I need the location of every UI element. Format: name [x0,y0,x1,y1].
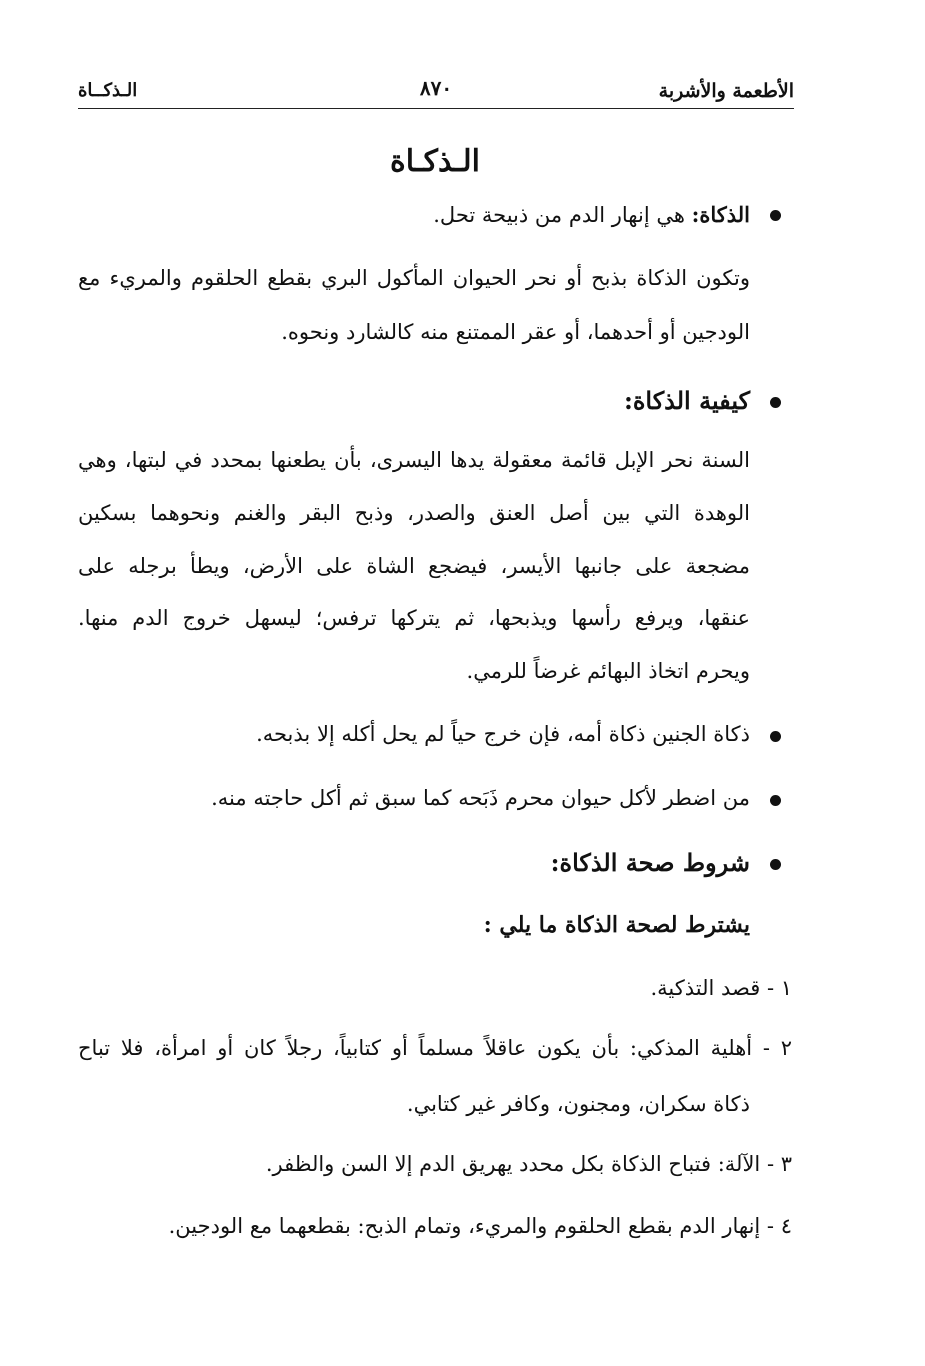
bullet-icon [770,397,781,408]
page-number: ٨٧٠ [419,76,453,100]
conditions-intro: يشترط لصحة الذكاة ما يلي : [483,912,750,938]
paragraph-line: ويحرم اتخاذ البهائم غرضاً للرمي. [466,659,750,683]
definition-label: الذكاة: [691,202,750,227]
bullet-icon [770,795,781,806]
condition-item: ٢ - أهلية المذكي: بأن يكون عاقلاً مسلماً أو كتابياً، رجلاً كان أو امرأة، فلا تباح [78,1036,792,1060]
bullet-icon [770,731,781,742]
definition-text: هي إنهار الدم من ذبيحة تحل. [433,203,692,227]
paragraph-line: عنقها، ويرفع رأسها ويذبحها، ثم يتركها ترفس؛ ليسهل خروج الدم منها. [78,606,750,630]
paragraph-line: السنة نحر الإبل قائمة معقولة يدها اليسرى، بأن يطعنها بمحدد في لبتها، وهي [78,448,750,472]
bullet-fetus: ذكاة الجنين ذكاة أمه، فإن خرج حياً لم يحل أكله إلا بذبحه. [256,722,750,746]
bullet-icon [770,210,781,221]
page-header [78,74,794,109]
condition-item: ١ - قصد التذكية. [650,976,792,1000]
heading-conditions: شروط صحة الذكاة: [550,848,750,877]
paragraph-line: الوهدة التي بين أصل العنق والصدر، وذبح البقر والغنم ونحوهما بسكين [78,501,750,525]
condition-item: ٤ - إنهار الدم بقطع الحلقوم والمريء، وتمام الذبح: بقطعهما مع الودجين. [168,1214,792,1238]
heading-method: كيفية الذكاة: [623,386,750,415]
chapter-title: الـذكـاة [390,144,480,179]
book-section-title: الأطعمة والأشربة [658,80,794,102]
paragraph-line: وتكون الذكاة بذبح أو نحر الحيوان المأكول البري بقطع الحلقوم والمريء مع [78,266,750,290]
definition-line [433,202,750,227]
bullet-necessity: من اضطر لأكل حيوان محرم ذَبَحه كما سبق ثم أكل حاجته منه. [211,786,750,810]
paragraph-line: الودجين أو أحدهما، أو عقر الممتنع منه كالشارد ونحوه. [281,320,750,344]
condition-item: ٣ - الآلة: فتباح الذكاة بكل محدد يهريق الدم إلا السن والظفر. [265,1152,792,1176]
condition-item-continued: ذكاة سكران، ومجنون، وكافر غير كتابي. [406,1092,750,1116]
paragraph-line: مضجعة على جانبها الأيسر، فيضجع الشاة على الأرض، ويطأ برجله على [78,554,750,578]
running-title: الـذكــاة [78,80,138,101]
bullet-icon [770,859,781,870]
